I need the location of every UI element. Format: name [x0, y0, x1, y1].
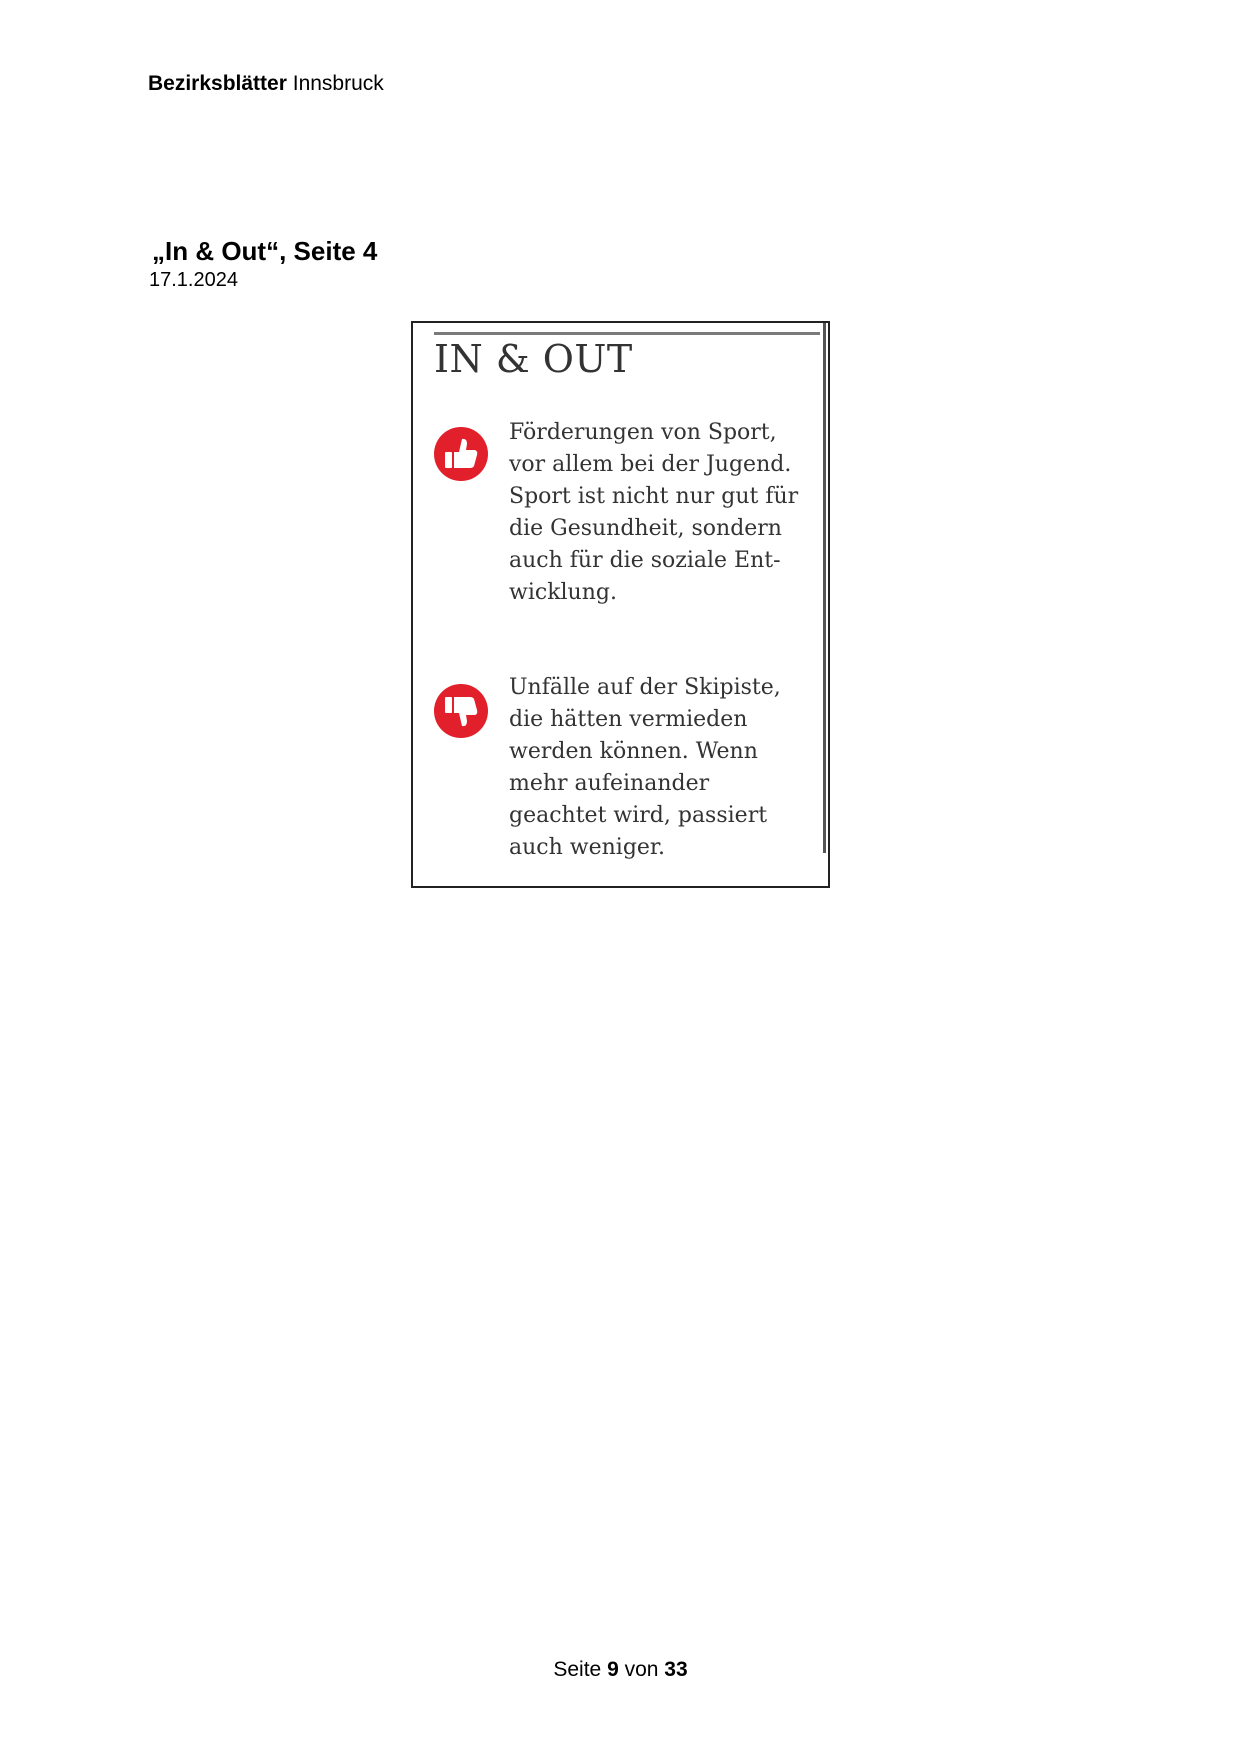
clipping-top-rule [434, 332, 820, 335]
article-date: 17.1.2024 [149, 269, 238, 291]
publication-edition: Innsbruck [292, 72, 384, 95]
thumbs-up-icon [434, 427, 488, 481]
article-title: „In & Out“, Seite 4 [152, 236, 378, 266]
page-prefix: Seite [553, 1658, 602, 1681]
in-item-text: Förderungen von Sport, vor allem bei der Jugend. Sport ist nicht nur gut für die Gesundheit, sondern auch für die soziale Ent- wicklung. [509, 420, 799, 605]
page-footer [0, 1658, 1241, 1682]
newspaper-clipping [411, 321, 830, 888]
publication-name: Bezirksblätter [148, 72, 287, 95]
page-number: 9 [607, 1658, 619, 1681]
out-item-text: Unfälle auf der Skipiste, die hätten vermieden werden können. Wenn mehr aufeinander geachtet wird, passiert auch weniger. [509, 675, 781, 860]
clipping-side-rule [823, 323, 826, 853]
page-total: 33 [664, 1658, 688, 1681]
clipping-heading: IN & OUT [434, 337, 633, 381]
thumbs-down-icon [434, 684, 488, 738]
page-header [148, 72, 384, 96]
page-separator: von [624, 1658, 659, 1681]
